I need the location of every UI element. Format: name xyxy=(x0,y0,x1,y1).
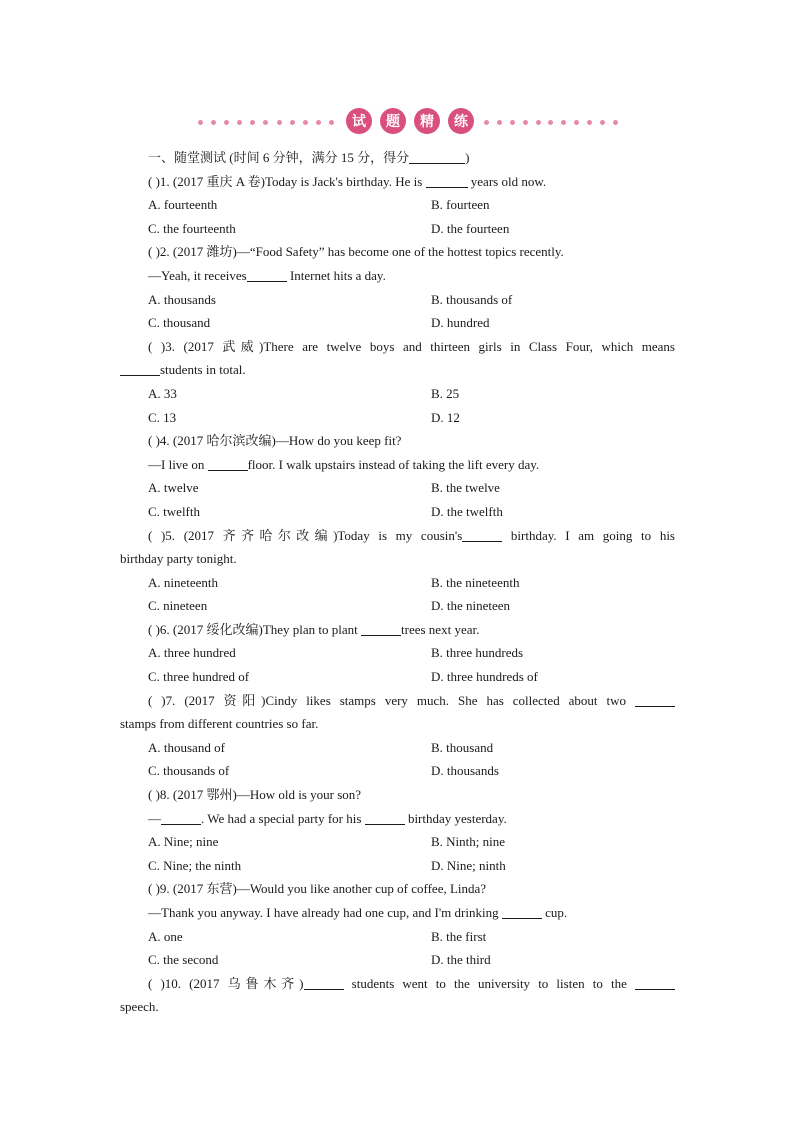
question-2-continued: —Yeah, it receives Internet hits a day. xyxy=(148,267,386,283)
option[interactable]: A. Nine; nine xyxy=(148,834,219,850)
question-1: ( )1. (2017 重庆 A 卷)Today is Jack's birthday. He is years old now. xyxy=(148,173,547,189)
option[interactable]: D. hundred xyxy=(431,315,490,331)
answer-blank[interactable] xyxy=(426,174,468,188)
banner-dots-left xyxy=(198,120,334,126)
option[interactable]: B. the nineteenth xyxy=(431,574,520,590)
option[interactable]: C. thousand xyxy=(148,315,211,331)
option[interactable]: D. the fourteen xyxy=(431,220,510,236)
option[interactable]: A. 33 xyxy=(148,385,177,401)
banner-title xyxy=(346,108,474,134)
question-7-continued: stamps from different countries so far. xyxy=(120,716,319,732)
option[interactable]: A. fourteenth xyxy=(148,197,218,213)
option[interactable]: B. 25 xyxy=(431,385,460,401)
option[interactable]: B. three hundreds xyxy=(431,645,524,661)
options-row xyxy=(120,948,675,972)
answer-blank[interactable] xyxy=(247,268,287,282)
banner-dots-right xyxy=(484,120,618,126)
option[interactable]: A. twelve xyxy=(148,480,199,496)
options-row xyxy=(120,925,675,949)
section-title: 一、随堂测试 (时间 6 分钟，满分 15 分，得分 ) xyxy=(148,150,470,165)
options-row xyxy=(120,854,675,878)
option[interactable]: A. one xyxy=(148,928,183,944)
option[interactable]: D. Nine; ninth xyxy=(431,857,506,873)
answer-blank[interactable] xyxy=(635,976,675,990)
options-row xyxy=(120,382,675,406)
answer-blank[interactable] xyxy=(462,528,502,542)
answer-blank[interactable] xyxy=(502,905,542,919)
question-4-continued: —I live on floor. I walk upstairs instead of taking the lift every day. xyxy=(148,456,540,472)
options-row xyxy=(120,217,675,241)
banner-char: 练 xyxy=(448,108,474,134)
option[interactable]: B. thousands of xyxy=(431,291,513,307)
option[interactable]: B. Ninth; nine xyxy=(431,834,506,850)
options-row xyxy=(120,736,675,760)
answer-blank[interactable] xyxy=(365,811,405,825)
option[interactable]: B. thousand xyxy=(431,739,494,755)
question-7: ( )7. (2017 资阳)Cindy likes stamps very much. She has collected about two xyxy=(120,689,675,713)
option[interactable]: A. nineteenth xyxy=(148,574,219,590)
answer-blank[interactable] xyxy=(208,457,248,471)
option[interactable]: D. the twelfth xyxy=(431,503,503,519)
question-2: ( )2. (2017 潍坊)—“Food Safety” has become one of the hottest topics recently. xyxy=(148,244,564,260)
option[interactable]: B. fourteen xyxy=(431,197,490,213)
section-banner xyxy=(192,104,626,140)
answer-blank[interactable] xyxy=(635,693,675,707)
question-3: ( )3. (2017 武威)There are twelve boys and thirteen girls in Class Four, which means xyxy=(148,338,675,354)
score-blank[interactable] xyxy=(409,150,465,164)
answer-blank[interactable] xyxy=(361,622,401,636)
question-6: ( )6. (2017 绥化改编)They plan to plant trees next year. xyxy=(148,621,480,637)
option[interactable]: D. the third xyxy=(431,952,491,968)
answer-blank[interactable] xyxy=(120,362,160,376)
answer-blank[interactable] xyxy=(161,811,201,825)
option[interactable]: C. twelfth xyxy=(148,503,200,519)
question-8: ( )8. (2017 鄂州)—How old is your son? xyxy=(148,787,362,803)
exercise-content xyxy=(120,146,675,1019)
options-row xyxy=(120,193,675,217)
banner-char: 精 xyxy=(414,108,440,134)
option[interactable]: D. three hundreds of xyxy=(431,669,538,685)
question-8-continued: — . We had a special party for his birthday yesterday. xyxy=(148,810,507,826)
option[interactable]: C. nineteen xyxy=(148,598,208,614)
option[interactable]: D. 12 xyxy=(431,409,460,425)
option[interactable]: C. 13 xyxy=(148,409,177,425)
question-9-continued: —Thank you anyway. I have already had one cup, and I'm drinking cup. xyxy=(148,905,568,920)
option[interactable]: C. Nine; the ninth xyxy=(148,857,242,873)
option[interactable]: D. thousands xyxy=(431,763,499,779)
question-5-continued: birthday party tonight. xyxy=(120,551,237,567)
options-row xyxy=(120,665,675,689)
option[interactable]: B. the twelve xyxy=(431,480,500,496)
option[interactable]: A. thousand of xyxy=(148,739,225,755)
options-row xyxy=(120,594,675,618)
option[interactable]: C. the fourteenth xyxy=(148,220,236,236)
options-row xyxy=(120,571,675,595)
answer-blank[interactable] xyxy=(304,976,344,990)
option[interactable]: C. the second xyxy=(148,952,219,968)
options-row xyxy=(120,406,675,430)
options-row xyxy=(120,476,675,500)
option[interactable]: A. three hundred xyxy=(148,645,236,661)
options-row xyxy=(120,288,675,312)
options-row xyxy=(120,830,675,854)
options-row xyxy=(120,641,675,665)
question-10-continued: speech. xyxy=(120,999,159,1015)
options-row xyxy=(120,500,675,524)
question-10: ( )10. (2017 乌鲁木齐) students went to the university to listen to the xyxy=(120,972,675,996)
question-5: ( )5. (2017 齐齐哈尔改编)Today is my cousin's birthday. I am going to his xyxy=(148,527,675,543)
banner-char: 试 xyxy=(346,108,372,134)
option[interactable]: D. the nineteen xyxy=(431,598,511,614)
question-3-continued: students in total. xyxy=(120,358,675,382)
options-row xyxy=(120,311,675,335)
banner-char: 题 xyxy=(380,108,406,134)
option[interactable]: B. the first xyxy=(431,928,487,944)
option[interactable]: C. three hundred of xyxy=(148,669,250,685)
question-4: ( )4. (2017 哈尔滨改编)—How do you keep fit? xyxy=(148,433,402,449)
question-9: ( )9. (2017 东营)—Would you like another cup of coffee, Linda? xyxy=(148,881,487,897)
options-row xyxy=(120,759,675,783)
option[interactable]: A. thousands xyxy=(148,291,216,307)
option[interactable]: C. thousands of xyxy=(148,763,230,779)
